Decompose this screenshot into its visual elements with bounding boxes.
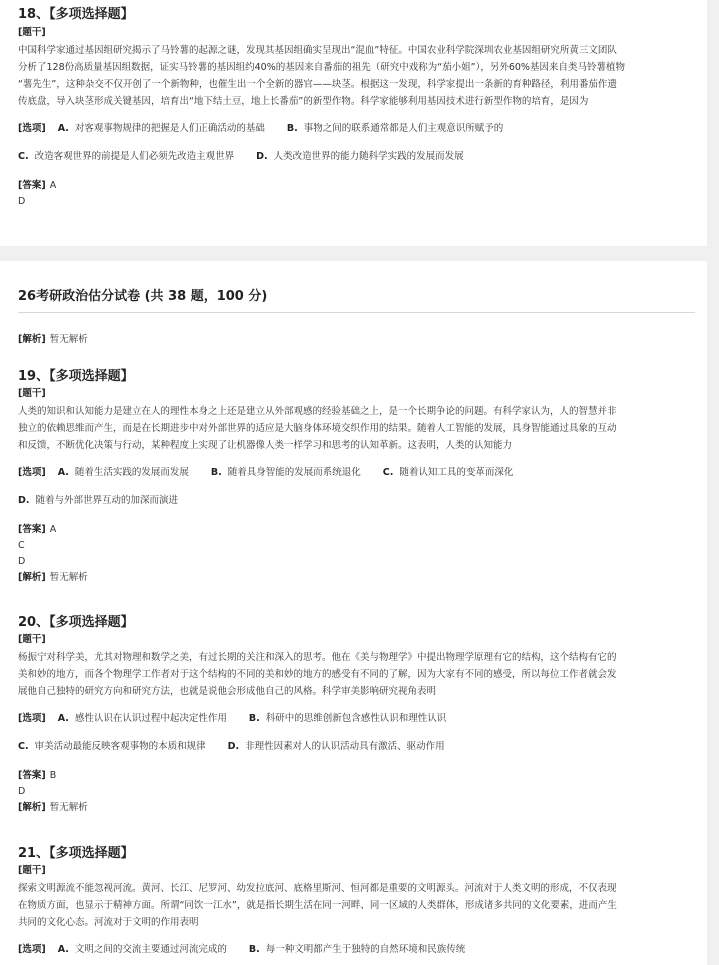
- stem-line: 展他自己独特的研究方向和研究方法，也就是说他会形成他自己的风格。科学审美影响研究视角表明: [18, 686, 437, 697]
- analysis-text: 暂无解析: [49, 334, 88, 345]
- question-20: [18, 614, 698, 816]
- answer-block: [18, 178, 698, 210]
- option-d[interactable]: D. 人类改造世界的能力随科学实践的发展而发展: [256, 151, 464, 162]
- stem-line: 中国科学家通过基因组研究揭示了马铃薯的起源之谜，发现其基因组确实呈现出“混血”特征。中国农业科学院深圳农业基因组研究所黄三文团队: [18, 45, 617, 56]
- stem-line: 美和妙的地方，而各个物理学工作者对于这个结构的不同的美和妙的地方的感受有不同的了解，因为大家有不同的感受，所以每位工作者就会发: [18, 669, 617, 680]
- option-c[interactable]: C. 改造客观世界的前提是人们必须先改造主观世界: [18, 151, 235, 162]
- page-upper: [0, 0, 707, 246]
- answer-value: C: [18, 540, 25, 551]
- question-stem: [18, 42, 698, 110]
- page-gap: [0, 246, 719, 261]
- stem-line: 在物质方面，也显示于精神方面。所谓“同饮一江水”，就是指长期生活在同一河畔、同一区域的人类群体，形成诸多共同的文化要素，进而产生: [18, 900, 617, 911]
- stem-line: 杨振宁对科学美，尤其对物理和数学之美，有过长期的关注和深入的思考。他在《美与物理学》中提出物理学原理有它的结构，这个结构有它的: [18, 652, 617, 663]
- option-c[interactable]: C. 随着认知工具的变革而深化: [382, 467, 514, 478]
- options-row: [18, 494, 698, 508]
- option-d[interactable]: D. 非理性因素对人的认识活动具有激活、驱动作用: [227, 741, 445, 752]
- answer-value: D: [18, 196, 26, 207]
- question-title: 21、【多项选择题】: [18, 846, 134, 861]
- answer-block: [18, 522, 698, 586]
- options-label: [选项]: [18, 944, 46, 955]
- option-a[interactable]: A. 感性认识在认识过程中起决定性作用: [57, 713, 227, 724]
- stem-line: 分析了128份高质量基因组数据，证实马铃薯的基因组约40%的基因来自番茄的祖先（研究中戏称为“茄小姐”），另外60%基因来自类马铃薯植物: [18, 62, 625, 73]
- option-b[interactable]: B. 每一种文明都产生于独特的自然环境和民族传统: [248, 944, 466, 955]
- answer-value: A: [49, 180, 57, 191]
- question-21: [18, 845, 698, 957]
- option-a[interactable]: A. 对客观事物规律的把握是人们正确活动的基础: [57, 123, 265, 134]
- exam-title: 26考研政治估分试卷 (共 38 题，100 分): [18, 289, 268, 304]
- analysis-label: [解析]: [18, 334, 46, 345]
- page-lower: [0, 261, 707, 965]
- analysis-label: [解析]: [18, 572, 46, 583]
- question-title: 18、【多项选择题】: [18, 7, 134, 22]
- title-divider: [18, 312, 695, 313]
- analysis-label: [解析]: [18, 802, 46, 813]
- analysis-text: 暂无解析: [49, 802, 88, 813]
- analysis-line: [18, 570, 698, 586]
- options-row: [18, 740, 698, 754]
- answer-value: D: [18, 786, 26, 797]
- option-a[interactable]: A. 文明之间的交流主要通过河流完成的: [57, 944, 227, 955]
- answer-label: [答案]: [18, 180, 46, 191]
- options-label: [选项]: [18, 123, 46, 134]
- analysis-line: [18, 800, 698, 816]
- options-row: [18, 943, 698, 957]
- answer-value: D: [18, 556, 26, 567]
- question-stem: [18, 649, 698, 700]
- option-b[interactable]: B. 事物之间的联系通常都是人们主观意识所赋予的: [286, 123, 504, 134]
- options-label: [选项]: [18, 467, 46, 478]
- answer-label: [答案]: [18, 524, 46, 535]
- stem-line: 人类的知识和认知能力是建立在人的理性本身之上还是建立从外部观感的经验基础之上，是一个长期争论的问题。有科学家认为，人的智慧并非: [18, 406, 617, 417]
- stem-line: 独立的依赖思维而产生，而是在长期进步中对外部世界的适应是大脑身体环境交织作用的结果。随着人工智能的发展，具身智能通过具象的互动: [18, 423, 617, 434]
- stem-line: 共同的文化心态。河流对于文明的作用表明: [18, 917, 199, 928]
- answer-value: B: [49, 770, 57, 781]
- options-label: [选项]: [18, 713, 46, 724]
- stem-tag: [题干]: [18, 634, 46, 645]
- analysis-line: [18, 332, 88, 348]
- options-row: [18, 122, 698, 136]
- option-d[interactable]: D. 随着与外部世界互动的加深而演进: [18, 495, 179, 506]
- question-title: 20、【多项选择题】: [18, 615, 134, 630]
- question-title: 19、【多项选择题】: [18, 369, 134, 384]
- option-a[interactable]: A. 随着生活实践的发展而发展: [57, 467, 189, 478]
- stem-line: 探索文明源流不能忽视河流。黄河、长江、尼罗河、幼发拉底河、底格里斯河、恒河都是重要的文明源头。河流对于人类文明的形成，不仅表现: [18, 883, 617, 894]
- option-b[interactable]: B. 科研中的思维创新包含感性认识和理性认识: [248, 713, 447, 724]
- analysis-text: 暂无解析: [49, 572, 88, 583]
- question-19: [18, 368, 698, 586]
- stem-tag: [题干]: [18, 27, 46, 38]
- options-row: [18, 150, 698, 164]
- option-b[interactable]: B. 随着具身智能的发展而系统退化: [210, 467, 361, 478]
- option-c[interactable]: C. 审美活动最能反映客观事物的本质和规律: [18, 741, 206, 752]
- stem-line: 和反馈，不断优化决策与行动，某种程度上实现了让机器像人类一样学习和思考的认知革新。这表明，人类的认知能力: [18, 440, 513, 451]
- answer-value: A: [49, 524, 57, 535]
- question-stem: [18, 403, 698, 454]
- options-row: [18, 712, 698, 726]
- options-row: [18, 466, 698, 480]
- answer-label: [答案]: [18, 770, 46, 781]
- answer-block: [18, 768, 698, 816]
- question-stem: [18, 880, 698, 931]
- stem-tag: [题干]: [18, 388, 46, 399]
- stem-line: “薯先生”，这种杂交不仅开创了一个新物种，也催生出一个全新的器官——块茎。根据这一发现，科学家提出一条新的育种路径，利用番茄作遗: [18, 79, 617, 90]
- stem-line: 传底盘，导入块茎形成关键基因，培育出“地下结土豆，地上长番茄”的新型作物。科学家能够利用基因技术进行新型作物的培育，是因为: [18, 96, 589, 107]
- stem-tag: [题干]: [18, 865, 46, 876]
- question-18: [18, 6, 698, 210]
